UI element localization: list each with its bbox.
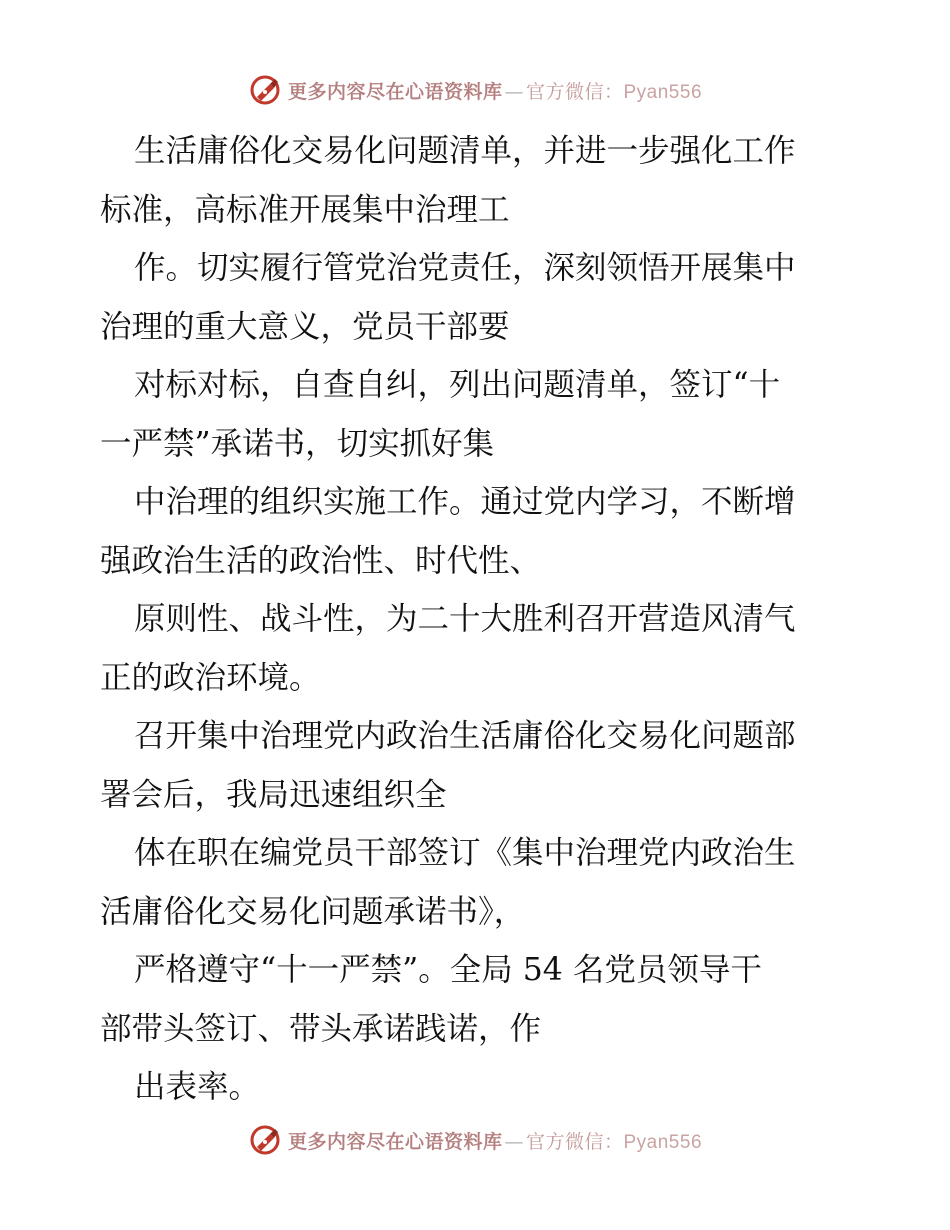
header-banner-wechat-id: Pyan556: [623, 81, 703, 103]
header-banner-separator: —: [504, 80, 524, 103]
footer-banner-wechat-id: Pyan556: [623, 1131, 703, 1153]
text-line: 一严禁”承诺书，切实抓好集: [100, 425, 495, 462]
paragraph: [100, 941, 860, 1058]
footer-banner-label: 官方微信：: [525, 1130, 624, 1153]
text-line: 活庸俗化交易化问题承诺书》，: [100, 893, 526, 930]
paragraph: [100, 239, 860, 356]
text-line: 召开集中治理党内政治生活庸俗化交易化问题部: [134, 718, 796, 754]
text-line: 治理的重大意义，党员干部要: [100, 308, 510, 345]
body-text: [100, 122, 860, 1117]
text-line: 对标对标，自查自纠，列出问题清单，签订“十: [134, 367, 781, 403]
text-line: 正的政治环境。: [100, 659, 321, 696]
paragraph: [100, 590, 860, 707]
header-banner-title: 更多内容尽在心语资料库: [287, 80, 503, 103]
footer-banner-separator: —: [504, 1130, 524, 1153]
header-banner-text: [288, 77, 702, 104]
paragraph: [100, 1058, 860, 1117]
text-line: 生活庸俗化交易化问题清单，并进一步强化工作: [134, 133, 796, 169]
footer-banner-title: 更多内容尽在心语资料库: [287, 1130, 503, 1153]
header-banner-label: 官方微信：: [525, 80, 624, 103]
text-line: 标准，高标准开展集中治理工: [100, 191, 510, 228]
paragraph: [100, 473, 860, 590]
text-line: 署会后，我局迅速组织全: [100, 776, 447, 813]
text-line: 原则性、战斗性，为二十大胜利召开营造风清气: [134, 601, 796, 637]
paragraph: [100, 707, 860, 824]
header-banner: [0, 72, 950, 108]
paragraph: [100, 356, 860, 473]
footer-banner-text: [288, 1127, 702, 1154]
pen-nib-logo-icon: [248, 1123, 282, 1157]
footer-banner: [0, 1122, 950, 1158]
text-line: 强政治生活的政治性、时代性、: [100, 542, 542, 579]
text-line: 体在职在编党员干部签订《集中治理党内政治生: [134, 835, 796, 871]
paragraph: [100, 122, 860, 239]
pen-nib-logo-icon: [248, 73, 282, 107]
text-line: 严格遵守“十一严禁”。全局 54 名党员领导干: [134, 952, 762, 988]
text-line: 作。切实履行管党治党责任，深刻领悟开展集中: [134, 250, 796, 286]
text-line: 中治理的组织实施工作。通过党内学习，不断增: [134, 484, 796, 520]
paragraph: [100, 824, 860, 941]
text-line: 出表率。: [134, 1069, 261, 1105]
text-line: 部带头签订、带头承诺践诺，作: [100, 1010, 542, 1047]
